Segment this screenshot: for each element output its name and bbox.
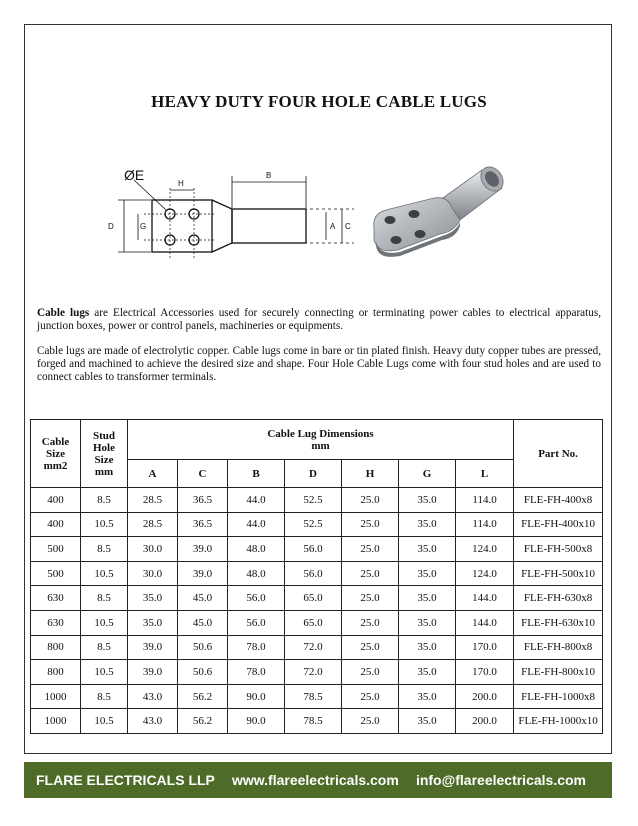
cell-a: 28.5 — [128, 512, 178, 537]
cell-c: 50.6 — [178, 635, 228, 660]
table-row — [31, 586, 603, 611]
cell-h: 25.0 — [342, 610, 399, 635]
lug-dimension-drawing — [104, 162, 356, 270]
cell-h: 25.0 — [342, 684, 399, 709]
cell-d: 72.0 — [285, 660, 342, 685]
cell-stud-hole: 10.5 — [81, 561, 128, 586]
table-row — [31, 610, 603, 635]
cell-cable-size: 400 — [31, 512, 81, 537]
cell-h: 25.0 — [342, 488, 399, 513]
cell-h: 25.0 — [342, 512, 399, 537]
cell-a: 43.0 — [128, 684, 178, 709]
header-dim-a: A — [128, 460, 178, 488]
cell-g: 35.0 — [399, 610, 456, 635]
cell-b: 56.0 — [228, 610, 285, 635]
cell-c: 39.0 — [178, 537, 228, 562]
cell-c: 36.5 — [178, 512, 228, 537]
cell-g: 35.0 — [399, 660, 456, 685]
cell-cable-size: 500 — [31, 537, 81, 562]
cell-stud-hole: 10.5 — [81, 512, 128, 537]
cell-d: 56.0 — [285, 537, 342, 562]
cell-g: 35.0 — [399, 635, 456, 660]
cell-stud-hole: 8.5 — [81, 488, 128, 513]
cell-l: 200.0 — [456, 684, 514, 709]
table-row — [31, 660, 603, 685]
cell-a: 43.0 — [128, 709, 178, 734]
cell-a: 30.0 — [128, 537, 178, 562]
cell-h: 25.0 — [342, 709, 399, 734]
cell-stud-hole: 8.5 — [81, 684, 128, 709]
cell-stud-hole: 10.5 — [81, 610, 128, 635]
cell-part-no: FLE-FH-800x8 — [514, 635, 603, 660]
cell-b: 90.0 — [228, 709, 285, 734]
cell-a: 35.0 — [128, 610, 178, 635]
table-row — [31, 512, 603, 537]
cell-a: 28.5 — [128, 488, 178, 513]
table-row — [31, 488, 603, 513]
cell-d: 72.0 — [285, 635, 342, 660]
cell-h: 25.0 — [342, 660, 399, 685]
cell-g: 35.0 — [399, 709, 456, 734]
cell-c: 56.2 — [178, 684, 228, 709]
header-dimensions-title: Cable Lug Dimensions — [267, 427, 374, 440]
header-dim-b: B — [228, 460, 285, 488]
cell-h: 25.0 — [342, 561, 399, 586]
header-dimensions-unit: mm — [311, 439, 330, 452]
cell-cable-size: 500 — [31, 561, 81, 586]
cell-g: 35.0 — [399, 586, 456, 611]
header-dim-l: L — [456, 460, 514, 488]
cell-l: 144.0 — [456, 610, 514, 635]
drawing-label-b: B — [266, 171, 272, 180]
cell-stud-hole: 10.5 — [81, 709, 128, 734]
cell-l: 170.0 — [456, 635, 514, 660]
cell-part-no: FLE-FH-400x8 — [514, 488, 603, 513]
cell-cable-size: 400 — [31, 488, 81, 513]
header-dim-c: C — [178, 460, 228, 488]
cell-g: 35.0 — [399, 512, 456, 537]
cell-part-no: FLE-FH-630x10 — [514, 610, 603, 635]
cell-a: 39.0 — [128, 660, 178, 685]
header-stud-hole: Stud Hole Size mm — [81, 420, 128, 488]
cell-c: 56.2 — [178, 709, 228, 734]
table-row — [31, 709, 603, 734]
drawing-label-h: H — [178, 179, 184, 188]
cell-part-no: FLE-FH-1000x8 — [514, 684, 603, 709]
intro-term: Cable lugs — [37, 307, 90, 319]
cell-b: 44.0 — [228, 488, 285, 513]
cell-d: 78.5 — [285, 709, 342, 734]
lug-product-image — [364, 158, 512, 266]
cell-a: 39.0 — [128, 635, 178, 660]
table-row — [31, 561, 603, 586]
cell-b: 44.0 — [228, 512, 285, 537]
table-row — [31, 684, 603, 709]
cell-c: 50.6 — [178, 660, 228, 685]
header-dim-g: G — [399, 460, 456, 488]
footer-company: FLARE ELECTRICALS LLP — [36, 772, 215, 788]
cell-stud-hole: 8.5 — [81, 537, 128, 562]
cell-g: 35.0 — [399, 537, 456, 562]
table-body — [31, 488, 603, 734]
cell-g: 35.0 — [399, 488, 456, 513]
intro-text-1: are Electrical Accessories used for securely connecting or terminating power cables to electrical apparatus, junction boxes, power or control panels, machineries or equipments. — [37, 307, 601, 332]
cell-part-no: FLE-FH-500x8 — [514, 537, 603, 562]
cell-stud-hole: 8.5 — [81, 586, 128, 611]
cell-h: 25.0 — [342, 537, 399, 562]
cell-d: 78.5 — [285, 684, 342, 709]
cell-b: 48.0 — [228, 537, 285, 562]
footer-email-link[interactable]: info@flareelectricals.com — [415, 772, 586, 788]
cell-b: 90.0 — [228, 684, 285, 709]
cell-h: 25.0 — [342, 635, 399, 660]
dimensions-table — [30, 419, 603, 734]
header-dim-h: H — [342, 460, 399, 488]
cell-part-no: FLE-FH-800x10 — [514, 660, 603, 685]
cell-l: 144.0 — [456, 586, 514, 611]
table-row — [31, 635, 603, 660]
cell-part-no: FLE-FH-500x10 — [514, 561, 603, 586]
cell-g: 35.0 — [399, 684, 456, 709]
cell-a: 30.0 — [128, 561, 178, 586]
table-row — [31, 537, 603, 562]
cell-c: 36.5 — [178, 488, 228, 513]
cell-c: 39.0 — [178, 561, 228, 586]
cell-l: 124.0 — [456, 537, 514, 562]
cell-l: 124.0 — [456, 561, 514, 586]
cell-d: 52.5 — [285, 488, 342, 513]
cell-b: 56.0 — [228, 586, 285, 611]
drawing-label-g: G — [140, 222, 147, 231]
cell-g: 35.0 — [399, 561, 456, 586]
cell-d: 52.5 — [285, 512, 342, 537]
cell-d: 65.0 — [285, 610, 342, 635]
header-cable-size: Cable Size mm2 — [31, 420, 81, 488]
header-dim-d: D — [285, 460, 342, 488]
cell-a: 35.0 — [128, 586, 178, 611]
cell-l: 200.0 — [456, 709, 514, 734]
footer-website-link[interactable]: www.flareelectricals.com — [232, 772, 399, 788]
footer-bar — [24, 762, 612, 798]
cell-part-no: FLE-FH-400x10 — [514, 512, 603, 537]
page-title: HEAVY DUTY FOUR HOLE CABLE LUGS — [151, 92, 487, 111]
cell-d: 56.0 — [285, 561, 342, 586]
drawing-label-c: C — [345, 222, 351, 231]
header-dimensions-group — [128, 420, 514, 460]
cell-stud-hole: 10.5 — [81, 660, 128, 685]
cell-stud-hole: 8.5 — [81, 635, 128, 660]
drawing-label-d: D — [108, 222, 114, 231]
cell-b: 78.0 — [228, 635, 285, 660]
cell-l: 114.0 — [456, 488, 514, 513]
cell-part-no: FLE-FH-1000x10 — [514, 709, 603, 734]
cell-cable-size: 1000 — [31, 709, 81, 734]
cell-h: 25.0 — [342, 586, 399, 611]
drawing-label-e: ØE — [124, 167, 145, 183]
cell-b: 78.0 — [228, 660, 285, 685]
cell-cable-size: 630 — [31, 586, 81, 611]
cell-c: 45.0 — [178, 586, 228, 611]
cell-d: 65.0 — [285, 586, 342, 611]
cell-part-no: FLE-FH-630x8 — [514, 586, 603, 611]
cell-cable-size: 800 — [31, 635, 81, 660]
cell-cable-size: 630 — [31, 610, 81, 635]
drawing-label-a: A — [330, 222, 336, 231]
cell-cable-size: 800 — [31, 660, 81, 685]
cell-cable-size: 1000 — [31, 684, 81, 709]
intro-paragraph-1 — [37, 307, 601, 333]
cell-c: 45.0 — [178, 610, 228, 635]
cell-l: 170.0 — [456, 660, 514, 685]
cell-l: 114.0 — [456, 512, 514, 537]
header-part-no: Part No. — [514, 420, 603, 488]
intro-paragraph-2: Cable lugs are made of electrolytic copper. Cable lugs come in bare or tin plated finish. Heavy duty copper tubes are pressed, forged and machined to achieve the desired size and shape. Four Hole Cable Lugs come with four stud holes and are used to connect cables to transformer terminals. — [37, 345, 601, 383]
cell-b: 48.0 — [228, 561, 285, 586]
